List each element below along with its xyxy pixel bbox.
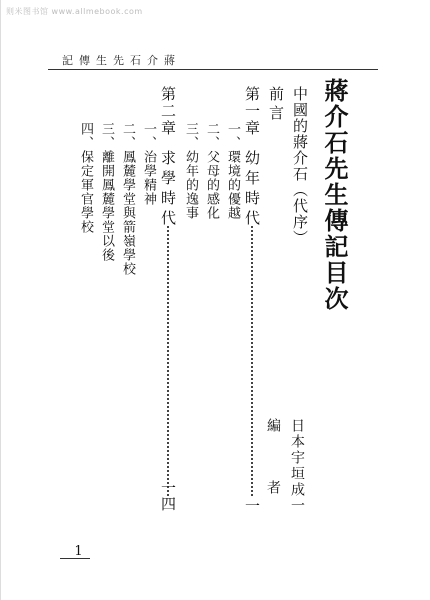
chapter-2-item-2[interactable]: 二、鳳麓學堂與箭嶺學校 xyxy=(120,122,135,276)
toc-preface-title[interactable]: 中國的蔣介石（代序） xyxy=(291,86,309,246)
chapter-2-number[interactable]: 第二章 xyxy=(159,86,177,137)
toc-preface[interactable]: 前言 xyxy=(267,86,285,124)
header-rule xyxy=(48,69,378,70)
chapter-1-item-1[interactable]: 一、環境的優越 xyxy=(225,122,240,220)
editor-label-2: 者 xyxy=(265,480,281,494)
chapter-1-page-number: 一 xyxy=(243,498,261,513)
chapter-1-number[interactable]: 第一章 xyxy=(243,86,261,137)
chapter-2-item-4[interactable]: 四、保定軍官學校 xyxy=(78,122,93,234)
chapter-1-item-3[interactable]: 三、幼年的逸事 xyxy=(183,122,198,220)
chapter-2-item-3[interactable]: 三、離開鳳麓學堂以後 xyxy=(99,122,114,262)
folio: 1 xyxy=(71,544,86,559)
chapter-1-dot-leader xyxy=(251,226,253,496)
chapter-2-item-1[interactable]: 一、治學精神 xyxy=(141,122,156,206)
author-name: 日本宇垣成一 xyxy=(289,418,305,514)
editor-label-1: 編 xyxy=(265,418,281,432)
chapter-2-page-number: 一四 xyxy=(159,480,177,512)
watermark: 则米图书馆 www.allmebook.com xyxy=(6,7,143,16)
chapter-2-dot-leader xyxy=(167,226,169,496)
book-title: 蔣介石先生傳記目次 xyxy=(320,78,349,312)
running-head: 記傳生先石介蔣 xyxy=(62,54,181,67)
chapter-1-item-2[interactable]: 二、父母的感化 xyxy=(204,122,219,220)
chapter-1-title[interactable]: 幼年時代 xyxy=(243,150,261,230)
chapter-2-title[interactable]: 求學時代 xyxy=(159,150,177,230)
footer-rule xyxy=(60,558,90,559)
